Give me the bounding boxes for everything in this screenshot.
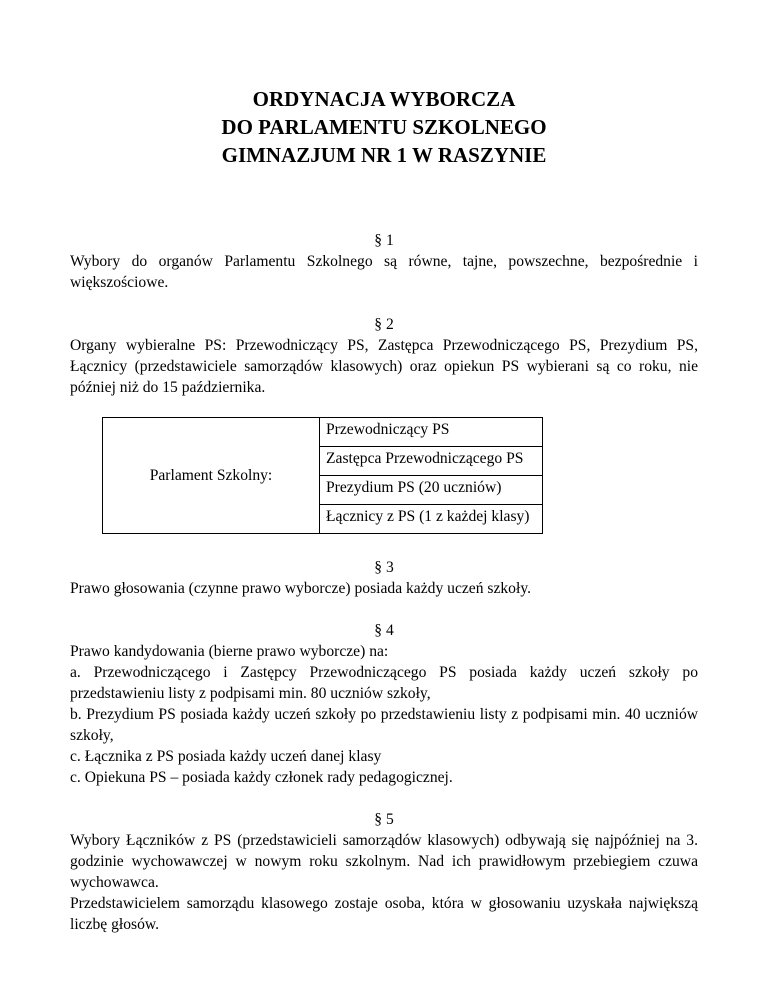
section-3-text: Prawo głosowania (czynne prawo wyborcze) posiada każdy uczeń szkoły. (70, 580, 531, 597)
section-1-mark: § 1 (374, 232, 394, 249)
table-cell-presidium: Prezydium PS (20 uczniów) (320, 476, 543, 505)
section-5-mark: § 5 (374, 811, 394, 828)
title-line-3: GIMNAZJUM NR 1 W RASZYNIE (221, 143, 547, 167)
table-cell-deputy: Zastępca Przewodniczącego PS (320, 447, 543, 476)
section-5-paragraph-1: Wybory Łączników z PS (przedstawicieli samorządów klasowych) odbywają się najpóźniej na 3. godzinie wychowawczej w nowym roku szkolnym. Nad ich prawidłowym przebiegiem czuwa wychowawca. (70, 832, 698, 891)
table-left-label: Parlament Szkolny: (103, 418, 320, 534)
section-1-text: Wybory do organów Parlamentu Szkolnego są równe, tajne, powszechne, bezpośrednie i większościowe. (70, 253, 698, 291)
section-5 (70, 809, 698, 935)
table-cell-chair: Przewodniczący PS (320, 418, 543, 447)
section-5-paragraph-2: Przedstawicielem samorządu klasowego zostaje osoba, która w głosowaniu uzyskała największą liczbę głosów. (70, 895, 698, 933)
section-2-mark: § 2 (374, 316, 394, 333)
section-4 (70, 620, 698, 788)
title-line-2: DO PARLAMENTU SZKOLNEGO (221, 115, 547, 139)
section-2 (70, 314, 698, 398)
section-3-mark: § 3 (374, 559, 394, 576)
section-2-text: Organy wybieralne PS: Przewodniczący PS, Zastępca Przewodniczącego PS, Prezydium PS, Łącznicy (przedstawiciele samorządów klasowych) oraz opiekun PS wybierani są co roku, nie później niż do 15 października. (70, 337, 698, 396)
document-title (70, 85, 698, 169)
table-cell-liaisons: Łącznicy z PS (1 z każdej klasy) (320, 505, 543, 534)
section-1 (70, 230, 698, 293)
section-4-item-b: b. Prezydium PS posiada każdy uczeń szkoły po przedstawieniu listy z podpisami min. 40 uczniów szkoły, (70, 706, 698, 744)
parliament-structure-table (102, 417, 543, 534)
table-row (103, 418, 543, 447)
section-4-mark: § 4 (374, 622, 394, 639)
section-4-item-c2: c. Opiekuna PS – posiada każdy członek rady pedagogicznej. (70, 769, 453, 786)
title-line-1: ORDYNACJA WYBORCZA (252, 87, 516, 111)
section-4-intro: Prawo kandydowania (bierne prawo wyborcze) na: (70, 643, 389, 660)
section-3 (70, 557, 698, 599)
document-body (70, 230, 698, 935)
section-4-item-a: a. Przewodniczącego i Zastępcy Przewodniczącego PS posiada każdy uczeń szkoły po przedstawieniu listy z podpisami min. 80 uczniów szkoły, (70, 664, 698, 702)
section-4-item-c1: c. Łącznika z PS posiada każdy uczeń danej klasy (70, 748, 382, 765)
